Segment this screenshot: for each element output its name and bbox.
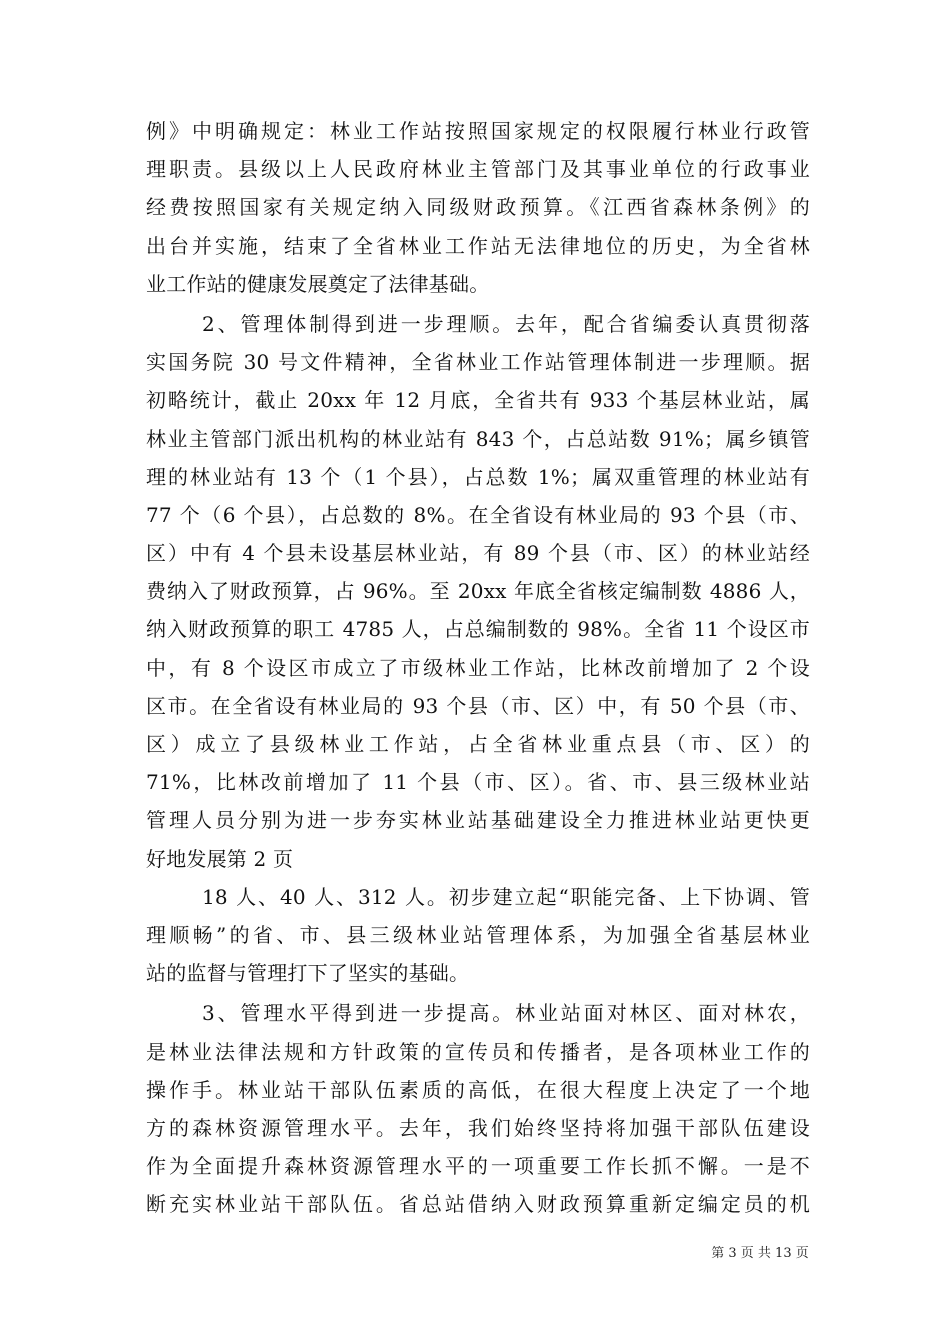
text-line: 例》中明确规定：林业工作站按照国家规定的权限履行林业行政管	[146, 119, 810, 143]
text-line: 理职责。县级以上人民政府林业主管部门及其事业单位的行政事业	[146, 157, 810, 182]
text-line: 费纳入了财政预算，占 96%。至 20xx 年底全省核定编制数 4886 人，	[146, 579, 810, 604]
text-line: 管理人员分别为进一步夯实林业站基础建设全力推进林业站更快更	[146, 808, 810, 833]
paragraph-start-line: 18 人、40 人、312 人。初步建立起“职能完备、上下协调、管	[202, 884, 810, 909]
text-line: 好地发展第 2 页	[146, 846, 294, 871]
text-line: 71%，比林改前增加了 11 个县（市、区）。省、市、县三级林业站	[146, 770, 810, 795]
text-line: 操作手。林业站干部队伍素质的高低，在很大程度上决定了一个地	[146, 1077, 810, 1102]
text-line: 纳入财政预算的职工 4785 人，占总编制数的 98%。全省 11 个设区市	[146, 617, 810, 642]
text-line: 区）成立了县级林业工作站，占全省林业重点县（市、区）的	[146, 732, 810, 756]
text-line: 是林业法律法规和方针政策的宣传员和传播者，是各项林业工作的	[146, 1039, 810, 1064]
text-line: 初略统计，截止 20xx 年 12 月底，全省共有 933 个基层林业站，属	[146, 388, 810, 413]
text-line: 林业主管部门派出机构的林业站有 843 个，占总站数 91%；属乡镇管	[146, 426, 810, 451]
paragraph-start-line: 2、管理体制得到进一步理顺。去年，配合省编委认真贯彻落	[202, 311, 810, 336]
text-line: 中，有 8 个设区市成立了市级林业工作站，比林改前增加了 2 个设	[146, 655, 810, 680]
text-line: 实国务院 30 号文件精神，全省林业工作站管理体制进一步理顺。据	[146, 350, 810, 375]
text-line: 业工作站的健康发展奠定了法律基础。	[146, 271, 490, 296]
text-line: 区）中有 4 个县未设基层林业站，有 89 个县（市、区）的林业站经	[146, 541, 810, 566]
text-line: 区市。在全省设有林业局的 93 个县（市、区）中，有 50 个县（市、	[146, 693, 810, 718]
text-line: 站的监督与管理打下了坚实的基础。	[146, 961, 470, 986]
text-line: 方的森林资源管理水平。去年，我们始终坚持将加强干部队伍建设	[146, 1115, 810, 1140]
body-text	[146, 112, 810, 1223]
paragraph-start-line: 3、管理水平得到进一步提高。林业站面对林区、面对林农，	[202, 1001, 810, 1026]
text-line: 作为全面提升森林资源管理水平的一项重要工作长抓不懈。一是不	[146, 1154, 810, 1179]
page-number: 第 3 页 共 13 页	[711, 1246, 809, 1261]
text-line: 77 个（6 个县），占总数的 8%。在全省设有林业局的 93 个县（市、	[146, 502, 810, 527]
text-line: 经费按照国家有关规定纳入同级财政预算。《江西省森林条例》的	[146, 195, 810, 220]
text-line: 断充实林业站干部队伍。省总站借纳入财政预算重新定编定员的机	[146, 1192, 810, 1217]
text-line: 出台并实施，结束了全省林业工作站无法律地位的历史，为全省林	[146, 233, 810, 258]
text-line: 理顺畅”的省、市、县三级林业站管理体系，为加强全省基层林业	[146, 922, 810, 947]
text-line: 理的林业站有 13 个（1 个县），占总数 1%；属双重管理的林业站有	[146, 464, 810, 489]
